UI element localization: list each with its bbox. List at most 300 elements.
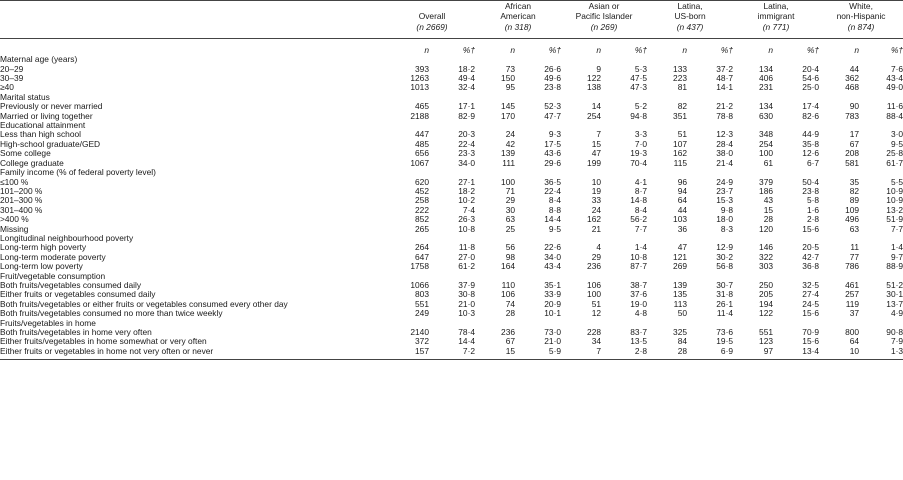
- percent-header: %†: [720, 45, 734, 56]
- count-cell: 205: [759, 289, 774, 300]
- count-cell: 452: [415, 185, 429, 196]
- percent-cell: 11·6: [886, 101, 903, 112]
- group-name: White, non-Hispanic: [836, 1, 886, 22]
- count-cell: 656: [415, 148, 429, 159]
- percent-cell: 30·8: [458, 289, 476, 300]
- percent-cell: 32·4: [458, 82, 476, 93]
- percent-cell: 9·8: [720, 204, 734, 215]
- count-cell: 47: [677, 242, 688, 253]
- count-cell: 95: [505, 82, 516, 93]
- percent-cell: 49·6: [544, 73, 562, 84]
- count-cell: 44: [677, 204, 688, 215]
- percent-cell: 44·9: [802, 129, 820, 140]
- percent-cell: 47·7: [544, 110, 562, 121]
- percent-cell: 5·2: [634, 101, 648, 112]
- percent-cell: 14·4: [458, 336, 476, 347]
- count-cell: 170: [501, 110, 516, 121]
- count-cell: 29: [591, 251, 602, 262]
- percent-cell: 1·6: [806, 204, 820, 215]
- count-cell: 803: [415, 289, 429, 300]
- row-label: 101–200 %: [0, 185, 43, 196]
- percent-cell: 12·6: [802, 148, 820, 159]
- percent-cell: 37·6: [630, 289, 648, 300]
- percent-cell: 5·3: [634, 63, 648, 74]
- percent-cell: 73·0: [544, 327, 562, 337]
- percent-cell: 10·8: [630, 251, 648, 262]
- count-cell: 4: [596, 242, 602, 253]
- row-label: Long-term low poverty: [0, 261, 83, 272]
- count-cell: 14: [591, 101, 602, 112]
- percent-cell: 22·4: [458, 138, 476, 149]
- percent-cell: 47·5: [630, 73, 648, 84]
- percent-header: %†: [806, 45, 820, 56]
- percent-cell: 70·9: [802, 327, 820, 337]
- percent-cell: 33·9: [544, 289, 562, 300]
- row-label: High-school graduate/GED: [0, 138, 101, 149]
- percent-cell: 9·5: [890, 138, 903, 149]
- percent-cell: 9·3: [548, 129, 562, 140]
- percent-cell: 24·9: [716, 176, 734, 187]
- count-cell: 786: [845, 261, 860, 272]
- percent-cell: 26·1: [716, 298, 734, 309]
- percent-cell: 26·6: [544, 63, 562, 74]
- count-cell: 468: [845, 82, 860, 93]
- group-sample-size: (n 2669): [416, 21, 448, 32]
- count-cell: 63: [849, 223, 860, 234]
- percent-cell: 31·8: [716, 289, 734, 300]
- count-cell: 146: [759, 242, 774, 253]
- percent-cell: 43·4: [544, 261, 562, 272]
- count-cell: 139: [501, 148, 516, 159]
- percent-cell: 20·4: [802, 63, 820, 74]
- count-cell: 783: [845, 110, 860, 121]
- count-cell: 351: [673, 110, 688, 121]
- percent-cell: 6·9: [720, 345, 734, 356]
- row-label: Some college: [0, 148, 51, 159]
- count-cell: 77: [849, 251, 860, 262]
- row-label: 301–400 %: [0, 204, 43, 215]
- percent-cell: 15·3: [716, 195, 734, 206]
- percent-cell: 56·8: [716, 261, 734, 272]
- percent-cell: 8·3: [720, 223, 734, 234]
- row-label: 30–39: [0, 73, 24, 84]
- percent-cell: 49·4: [458, 73, 476, 84]
- count-cell: 465: [415, 101, 429, 112]
- group-sample-size: (n 437): [676, 21, 704, 32]
- percent-cell: 25·8: [886, 148, 903, 159]
- count-cell: 24: [591, 204, 602, 215]
- count-cell: 222: [415, 204, 429, 215]
- count-cell: 139: [673, 279, 688, 290]
- n-header: n: [854, 45, 860, 56]
- count-cell: 800: [845, 327, 860, 337]
- row-label: >400 %: [0, 214, 29, 225]
- percent-cell: 11·4: [716, 308, 734, 319]
- percent-cell: 22·6: [544, 242, 562, 253]
- percent-cell: 4·9: [890, 308, 903, 319]
- stub-header: [0, 1, 389, 33]
- count-cell: 1013: [410, 82, 429, 93]
- percent-cell: 27·4: [802, 289, 820, 300]
- count-cell: 133: [673, 63, 688, 74]
- percent-cell: 8·8: [548, 204, 562, 215]
- count-cell: 228: [587, 327, 602, 337]
- count-cell: 74: [505, 298, 516, 309]
- percent-cell: 32·5: [802, 279, 820, 290]
- percent-cell: 78·4: [458, 327, 476, 337]
- percent-cell: 36·8: [802, 261, 820, 272]
- percent-cell: 3·0: [890, 129, 903, 140]
- percent-cell: 20·3: [458, 129, 476, 140]
- n-header: n: [768, 45, 774, 56]
- count-cell: 109: [845, 204, 860, 215]
- column-group-header: [475, 1, 561, 33]
- percent-cell: 9·5: [548, 223, 562, 234]
- count-cell: 393: [415, 63, 429, 74]
- count-cell: 123: [759, 336, 774, 347]
- row-label: Either fruits or vegetables in home not very often or never: [0, 345, 214, 356]
- count-cell: 1067: [410, 157, 429, 168]
- count-cell: 236: [587, 261, 602, 272]
- count-cell: 162: [673, 148, 688, 159]
- count-cell: 73: [505, 63, 516, 74]
- count-cell: 208: [845, 148, 860, 159]
- count-cell: 150: [501, 73, 516, 84]
- count-cell: 30: [505, 204, 516, 215]
- percent-cell: 82·9: [458, 110, 476, 121]
- count-cell: 9: [596, 63, 602, 74]
- count-cell: 461: [845, 279, 860, 290]
- percent-cell: 30·1: [886, 289, 903, 300]
- count-cell: 28: [677, 345, 688, 356]
- count-cell: 21: [591, 223, 602, 234]
- percent-cell: 4·8: [634, 308, 648, 319]
- percent-cell: 61·2: [458, 261, 476, 272]
- percent-cell: 8·7: [634, 185, 648, 196]
- count-cell: 98: [505, 251, 516, 262]
- percent-cell: 21·2: [716, 101, 734, 112]
- percent-cell: 17·5: [544, 138, 562, 149]
- row-label: Previously or never married: [0, 101, 103, 112]
- percent-cell: 43·4: [886, 73, 903, 84]
- percent-cell: 13·4: [802, 345, 820, 356]
- section-title: Educational attainment: [0, 120, 86, 131]
- percent-cell: 90·8: [886, 327, 903, 337]
- row-label: 20–29: [0, 63, 24, 74]
- percent-cell: 34·0: [458, 157, 476, 168]
- row-label: College graduate: [0, 157, 64, 168]
- count-cell: 194: [759, 298, 774, 309]
- count-cell: 120: [759, 223, 774, 234]
- count-cell: 2188: [410, 110, 429, 121]
- count-cell: 61: [763, 157, 774, 168]
- count-cell: 67: [849, 138, 860, 149]
- percent-cell: 6·7: [806, 157, 820, 168]
- percent-cell: 51·2: [886, 279, 903, 290]
- row-label: 201–300 %: [0, 195, 43, 206]
- count-cell: 145: [501, 101, 516, 112]
- count-cell: 82: [677, 101, 688, 112]
- percent-cell: 23·3: [458, 148, 476, 159]
- row-label: Long-term moderate poverty: [0, 251, 106, 262]
- percent-cell: 21·0: [458, 298, 476, 309]
- percent-cell: 26·3: [458, 214, 476, 225]
- count-cell: 47: [591, 148, 602, 159]
- row-label: Both fruits/vegetables in home very often: [0, 327, 152, 337]
- count-cell: 35: [849, 176, 860, 187]
- count-cell: 28: [505, 308, 516, 319]
- percent-cell: 27·0: [458, 251, 476, 262]
- count-cell: 186: [759, 185, 774, 196]
- percent-cell: 29·6: [544, 157, 562, 168]
- percent-cell: 14·8: [630, 195, 648, 206]
- count-cell: 51: [677, 129, 688, 140]
- percent-cell: 15·6: [802, 336, 820, 347]
- count-cell: 269: [673, 261, 688, 272]
- percent-cell: 19·3: [630, 148, 648, 159]
- row-label: ≤100 %: [0, 176, 29, 187]
- count-cell: 51: [591, 298, 602, 309]
- percent-cell: 54·6: [802, 73, 820, 84]
- count-cell: 630: [759, 110, 774, 121]
- count-cell: 17: [849, 129, 860, 140]
- count-cell: 100: [501, 176, 516, 187]
- percent-cell: 48·7: [716, 73, 734, 84]
- percent-header: %†: [462, 45, 476, 56]
- percent-cell: 13·7: [886, 298, 903, 309]
- percent-cell: 12·3: [716, 129, 734, 140]
- count-cell: 64: [677, 195, 688, 206]
- percent-cell: 25·0: [802, 82, 820, 93]
- percent-cell: 47·3: [630, 82, 648, 93]
- percent-cell: 38·7: [630, 279, 648, 290]
- percent-cell: 7·9: [890, 336, 903, 347]
- count-cell: 43: [763, 195, 774, 206]
- row-label: Either fruits/vegetables in home somewhat or very often: [0, 336, 207, 347]
- percent-cell: 36·5: [544, 176, 562, 187]
- count-cell: 111: [502, 157, 516, 168]
- percent-cell: 1·4: [634, 242, 648, 253]
- percent-cell: 82·6: [802, 110, 820, 121]
- percent-cell: 83·7: [630, 327, 648, 337]
- count-cell: 106: [501, 289, 516, 300]
- count-cell: 64: [849, 336, 860, 347]
- count-cell: 56: [505, 242, 516, 253]
- count-cell: 303: [759, 261, 774, 272]
- count-cell: 37: [849, 308, 860, 319]
- count-cell: 231: [759, 82, 774, 93]
- percent-cell: 28·4: [716, 138, 734, 149]
- percent-header: %†: [890, 45, 903, 56]
- group-sample-size: (n 874): [847, 21, 875, 32]
- percent-cell: 49·0: [886, 82, 903, 93]
- count-cell: 19: [591, 185, 602, 196]
- percent-cell: 94·8: [630, 110, 648, 121]
- percent-cell: 50·4: [802, 176, 820, 187]
- count-cell: 36: [677, 223, 688, 234]
- percent-cell: 12·9: [716, 242, 734, 253]
- count-cell: 265: [415, 223, 429, 234]
- count-cell: 15: [591, 138, 602, 149]
- column-group-header: [819, 1, 903, 33]
- count-cell: 103: [673, 214, 688, 225]
- count-cell: 29: [505, 195, 516, 206]
- count-cell: 254: [759, 138, 774, 149]
- n-header: n: [510, 45, 516, 56]
- percent-cell: 24·5: [802, 298, 820, 309]
- percent-cell: 61·7: [886, 157, 903, 168]
- percent-cell: 20·5: [802, 242, 820, 253]
- count-cell: 485: [415, 138, 429, 149]
- count-cell: 406: [759, 73, 774, 84]
- percent-cell: 7·6: [890, 63, 903, 74]
- percent-cell: 14·4: [544, 214, 562, 225]
- count-cell: 134: [759, 63, 774, 74]
- count-cell: 264: [415, 242, 429, 253]
- row-label: Both fruits/vegetables consumed no more than twice weekly: [0, 308, 223, 319]
- n-percent-header-row: [0, 39, 903, 56]
- count-cell: 110: [501, 279, 516, 290]
- section-title: Maternal age (years): [0, 54, 78, 65]
- count-cell: 322: [759, 251, 774, 262]
- percent-cell: 35·8: [802, 138, 820, 149]
- count-cell: 372: [415, 336, 429, 347]
- count-cell: 852: [415, 214, 429, 225]
- percent-header: %†: [548, 45, 562, 56]
- section-title: Fruits/vegetables in home: [0, 317, 96, 328]
- count-cell: 100: [759, 148, 774, 159]
- group-sample-size: (n 269): [590, 21, 618, 32]
- percent-cell: 7·2: [462, 345, 476, 356]
- count-cell: 82: [849, 185, 860, 196]
- count-cell: 362: [845, 73, 860, 84]
- percent-cell: 51·9: [886, 214, 903, 225]
- count-cell: 647: [415, 251, 429, 262]
- count-cell: 162: [587, 214, 602, 225]
- count-cell: 94: [677, 185, 688, 196]
- percent-cell: 37·9: [458, 279, 476, 290]
- row-label: Less than high school: [0, 129, 82, 140]
- count-cell: 138: [587, 82, 602, 93]
- count-cell: 96: [677, 176, 688, 187]
- percent-cell: 37·2: [716, 63, 734, 74]
- percent-cell: 13·2: [886, 204, 903, 215]
- row-label: Missing: [0, 223, 29, 234]
- percent-cell: 5·5: [890, 176, 903, 187]
- count-cell: 1263: [410, 73, 429, 84]
- row-label: Long-term high poverty: [0, 242, 87, 253]
- count-cell: 107: [673, 138, 688, 149]
- percent-cell: 34·0: [544, 251, 562, 262]
- percent-cell: 11·8: [458, 242, 476, 253]
- count-cell: 119: [845, 298, 860, 309]
- percent-cell: 18·2: [458, 185, 476, 196]
- bottom-rule: [0, 356, 903, 360]
- count-cell: 100: [587, 289, 602, 300]
- group-name: Latina, US-born: [674, 1, 706, 22]
- group-name: Latina, immigrant: [757, 1, 795, 22]
- percent-cell: 78·8: [716, 110, 734, 121]
- count-cell: 11: [850, 242, 860, 253]
- percent-cell: 15·6: [802, 308, 820, 319]
- percent-cell: 22·4: [544, 185, 562, 196]
- percent-header: %†: [634, 45, 648, 56]
- count-cell: 89: [849, 195, 860, 206]
- count-cell: 254: [587, 110, 602, 121]
- percent-cell: 17·1: [458, 101, 476, 112]
- percent-cell: 88·4: [886, 110, 903, 121]
- percent-cell: 10·9: [886, 185, 903, 196]
- count-cell: 90: [849, 101, 860, 112]
- count-cell: 223: [673, 73, 688, 84]
- table-body: [0, 55, 903, 360]
- table-header: [0, 1, 903, 56]
- percent-cell: 13·5: [630, 336, 648, 347]
- count-cell: 24: [505, 129, 516, 140]
- count-cell: 33: [591, 195, 602, 206]
- count-cell: 15: [763, 204, 774, 215]
- section-title: Family income (% of federal poverty level): [0, 167, 156, 178]
- percent-cell: 7·4: [462, 204, 476, 215]
- percent-cell: 42·7: [802, 251, 820, 262]
- count-cell: 71: [505, 185, 516, 196]
- count-cell: 551: [415, 298, 429, 309]
- count-cell: 164: [501, 261, 516, 272]
- count-cell: 115: [673, 157, 688, 168]
- count-cell: 447: [415, 129, 429, 140]
- percent-cell: 56·2: [630, 214, 648, 225]
- percent-cell: 23·8: [544, 82, 562, 93]
- count-cell: 12: [591, 308, 602, 319]
- percent-cell: 21·0: [544, 336, 562, 347]
- percent-cell: 21·4: [716, 157, 734, 168]
- percent-cell: 27·1: [458, 176, 476, 187]
- percent-cell: 2·8: [806, 214, 820, 225]
- count-cell: 236: [501, 327, 516, 337]
- percent-cell: 18·2: [458, 63, 476, 74]
- percent-cell: 5·8: [806, 195, 820, 206]
- group-name: Overall: [418, 11, 446, 22]
- count-cell: 81: [677, 82, 688, 93]
- count-cell: 67: [505, 336, 516, 347]
- section-title: Marital status: [0, 91, 50, 102]
- percent-cell: 35·1: [544, 279, 562, 290]
- column-group-header: [561, 1, 647, 33]
- count-cell: 122: [759, 308, 774, 319]
- count-cell: 581: [845, 157, 860, 168]
- count-cell: 551: [759, 327, 774, 337]
- count-cell: 157: [415, 345, 429, 356]
- count-cell: 10: [849, 345, 860, 356]
- percent-cell: 10·9: [886, 195, 903, 206]
- count-cell: 249: [415, 308, 429, 319]
- percent-cell: 19·5: [716, 336, 734, 347]
- row-label: Both fruits/vegetables or either fruits or vegetables consumed every other day: [0, 298, 288, 309]
- percent-cell: 2·8: [634, 345, 648, 356]
- count-cell: 7: [596, 129, 602, 140]
- count-cell: 122: [587, 73, 602, 84]
- count-cell: 379: [759, 176, 774, 187]
- stub-subheader: [0, 39, 389, 56]
- count-cell: 84: [677, 336, 688, 347]
- count-cell: 63: [505, 214, 516, 225]
- percent-cell: 8·4: [634, 204, 648, 215]
- percent-cell: 43·6: [544, 148, 562, 159]
- section-title: Longitudinal neighbourhood poverty: [0, 232, 134, 243]
- count-cell: 348: [759, 129, 774, 140]
- percent-cell: 3·3: [634, 129, 648, 140]
- percent-cell: 17·4: [802, 101, 820, 112]
